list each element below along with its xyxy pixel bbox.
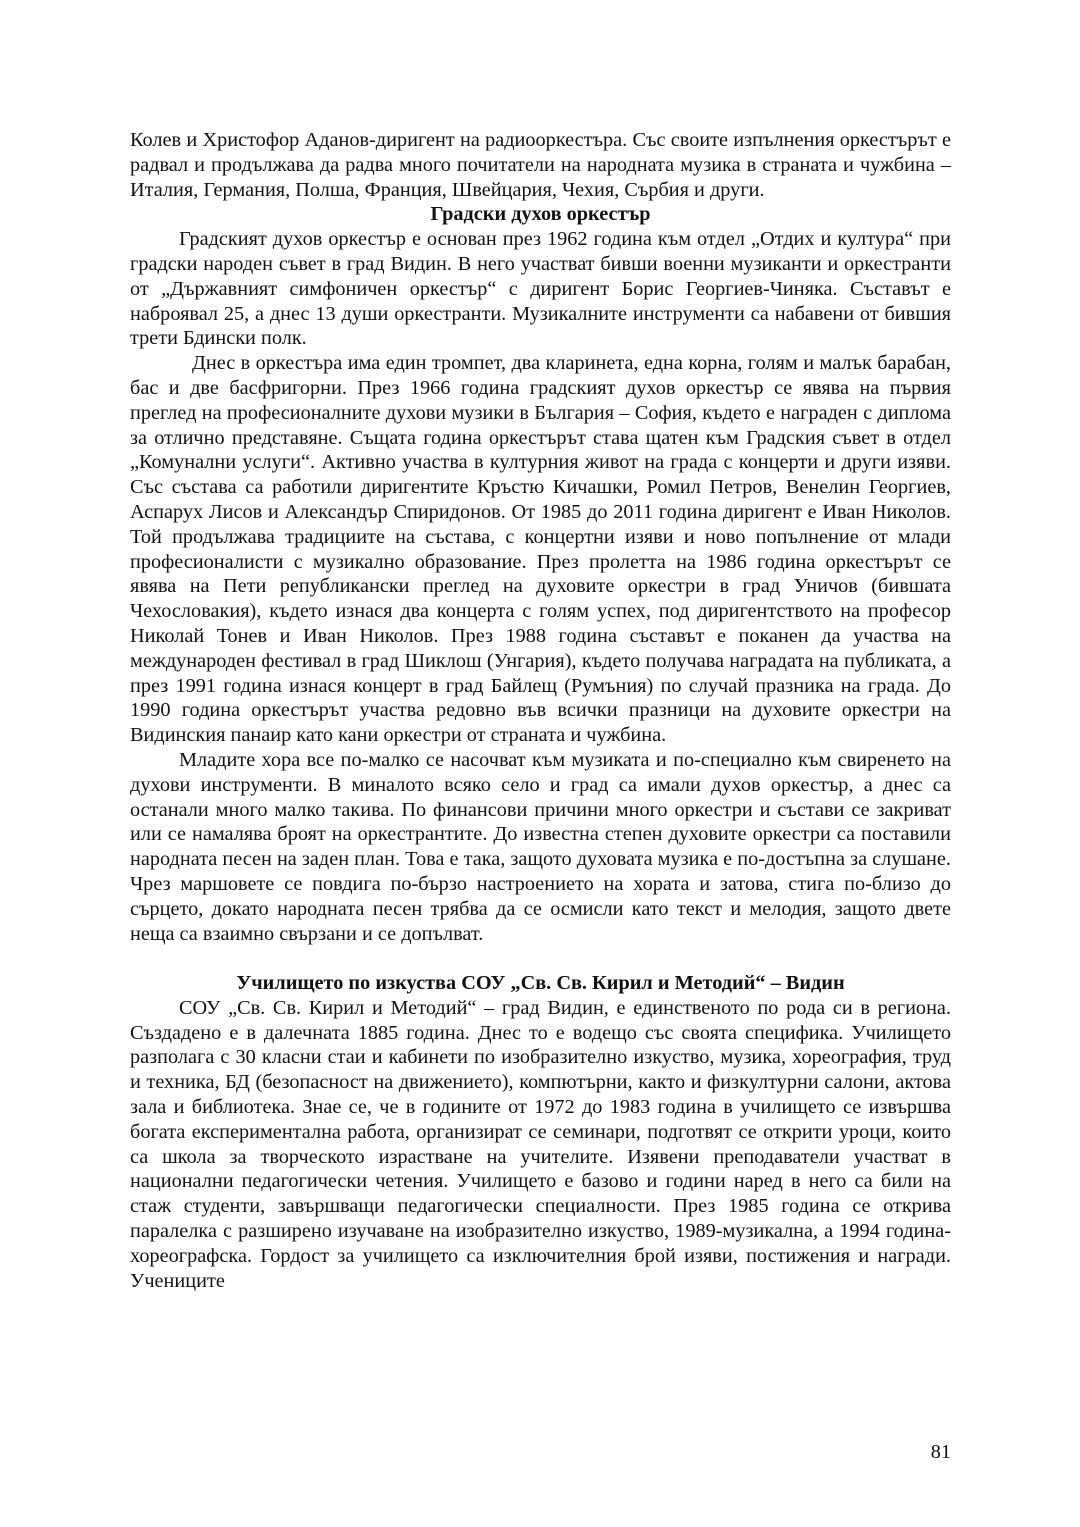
intro-paragraph: Колев и Христофор Аданов-диригент на радиооркестъра. Със своите изпълнения оркестърът е радвал и продължава да радва много почитатели на народната музика в страната и чужбина – Италия, Германия, Полша, Франция, Швейцария, Чехия, Сърбия и други.: [130, 129, 951, 201]
page-body: [130, 128, 951, 1293]
section-heading-school-of-arts: Училището по изкуства СОУ „Св. Св. Кирил и Методий“ – Видин: [236, 972, 845, 995]
paragraph: Младите хора все по-малко се насочват към музиката и по-специално към свиренето на духови инструменти. В миналото всяко село и град са имали духов оркестър, а днес са останали много малко такива. По финансови причини много оркестри и състави се закриват или се намалява броят на оркестрантите. До известна степен духовите оркестри са поставили народната песен на заден план. Това е така, защото духовата музика е по-достъпна за слушане. Чрез маршовете се повдига по-бързо настроението на хората и затова, стига по-близо до сърцето, докато народната песен трябва да се осмисли като текст и мелодия, защото двете неща са взаимно свързани и се допълват.: [130, 748, 951, 945]
paragraph: СОУ „Св. Св. Кирил и Методий“ – град Видин, е единственото по рода си в региона. Създадено е в далечната 1885 година. Днес то е водещо със своята специфика. Училището разполага с 30 класни стаи и кабинети по изобразително изкуство, музика, хореография, труд и техника, БД (безопасност на движението), компютърни, както и физкултурни салони, актова зала и библиотека. Знае се, че в годините от 1972 до 1983 година в училището се извършва богата експериментална работа, организират се семинари, подготвят се открити уроци, които са школа за творческото израстване на учителите. Изявени преподаватели участват в национални педагогически четения. Училището е базово и години наред в него са били на стаж студенти, завършващи педагогически специалности. През 1985 година се открива паралелка с разширено изучаване на изобразително изкуство, 1989-музикална, а 1994 година-хореографска. Гордост за училището са изключителния брой изяви, постижения и награди. Учениците: [130, 996, 951, 1292]
paragraph: Днес в оркестъра има един тромпет, два кларинета, една корна, голям и малък барабан, бас и две басфригорни. През 1966 година градският духов оркестър се явява на първия преглед на професионалните духови музики в България – София, където е награден с диплома за отлично представяне. Същата година оркестърът става щатен към Градския съвет в отдел „Комунални услуги“. Активно участва в културния живот на града с концерти и други изяви. Със състава са работили диригентите Кръстю Кичашки, Ромил Петров, Венелин Георгиев, Аспарух Лисов и Александър Спиридонов. От 1985 до 2011 година диригент е Иван Николов. Той продължава традициите на състава, с концертни изяви и ново попълнение от млади професионалисти с музикално образование. През пролетта на 1986 година оркестърът се явява на Пети републикански преглед на духовите оркестри в град Уничов (бившата Чехословакия), където изнася два концерта с голям успех, под диригентството на професор Николай Тонев и Иван Николов. През 1988 година съставът е поканен да участва на международен фестивал в град Шиклош (Унгария), където получава наградата на публиката, а през 1991 година изнася концерт в град Байлещ (Румъния) по случай празника на града. До 1990 година оркестърът участва редовно във всички празници на духовите оркестри на Видинския панаир като кани оркестри от страната и чужбина.: [130, 352, 951, 747]
paragraph: Градският духов оркестър е основан през 1962 година към отдел „Отдих и култура“ при градски народен съвет в град Видин. В него участват бивши военни музиканти и оркестранти от „Държавният симфоничен оркестър“ с диригент Борис Георгиев-Чиняка. Съставът е наброявал 25, а днес 13 души оркестранти. Музикалните инструменти са набавени от бившия трети Бдински полк.: [130, 228, 951, 350]
page-number: 81: [930, 1441, 951, 1463]
section-heading-brass-orchestra: Градски духов оркестър: [430, 203, 651, 226]
